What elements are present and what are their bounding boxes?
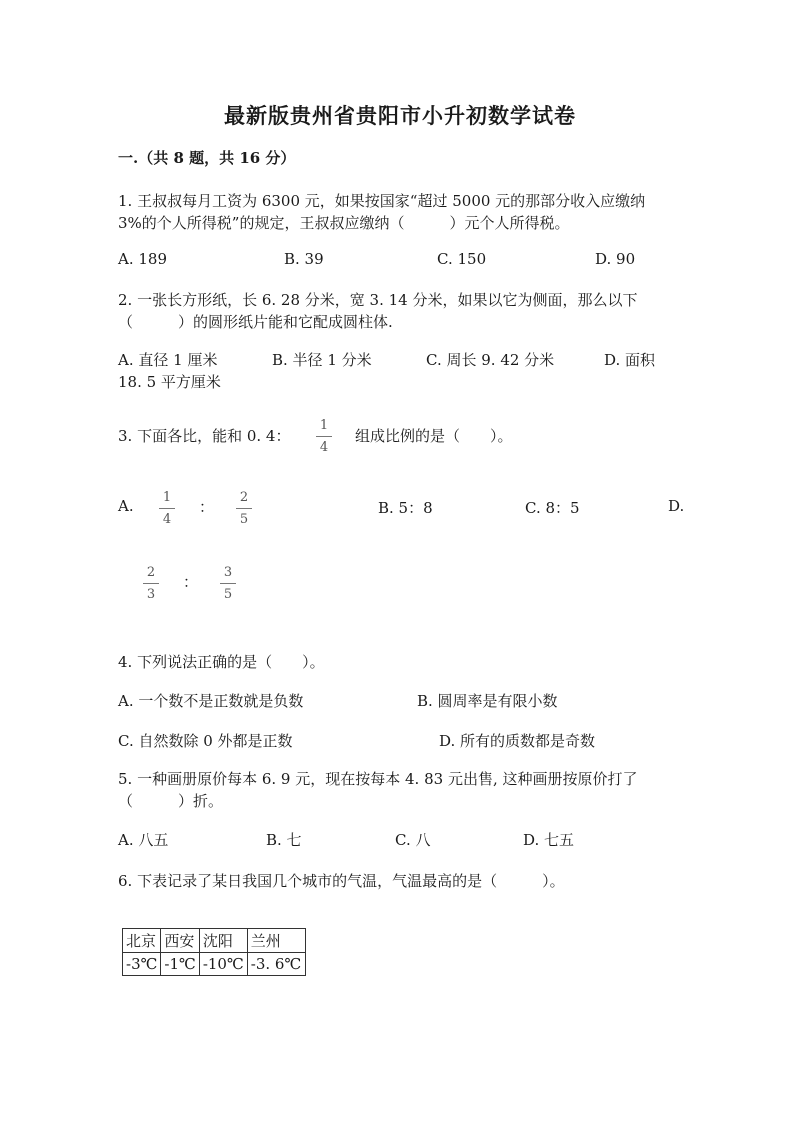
q3-option-a-fraction-2 [235,491,253,526]
fraction-bar [236,508,252,509]
q3-option-a-colon: ： [199,498,215,516]
q3-option-c: C. 8：5 [525,499,580,517]
table-cell-temperature: -1℃ [161,953,199,976]
fraction-denominator: 5 [223,587,233,602]
q3-option-a-label: A. [118,497,134,515]
table-row-cities [123,929,306,953]
fraction-denominator: 5 [239,512,249,527]
fraction-numerator: 3 [223,565,233,580]
q4-option-d: D. 所有的质数都是奇数 [439,732,596,750]
table-cell-city: 西安 [161,929,199,953]
fraction-numerator: 1 [162,490,172,505]
q3-stem-fraction [315,419,333,454]
q3-stem-end: 组成比例的是（ ）。 [355,427,513,445]
fraction-denominator: 4 [162,512,172,527]
fraction-bar [316,436,332,437]
q4-option-b: B. 圆周率是有限小数 [417,692,558,710]
fraction-denominator: 4 [319,440,329,455]
fraction-denominator: 3 [146,587,156,602]
q4-option-a: A. 一个数不是正数就是负数 [118,692,304,710]
q1-option-d: D. 90 [595,250,636,268]
fraction-bar [143,583,159,584]
q2-option-c: C. 周长 9. 42 分米 [426,351,555,369]
q5-option-c: C. 八 [395,831,431,849]
q2-option-a: A. 直径 1 厘米 [118,351,218,369]
table-cell-temperature: -3℃ [123,953,161,976]
q4-option-c: C. 自然数除 0 外都是正数 [118,732,293,750]
fraction-bar [159,508,175,509]
q3-option-d-fraction-1 [142,566,160,601]
q2-line1: 2. 一张长方形纸，长 6. 28 分米，宽 3. 14 分米，如果以它为侧面，那么以下 [118,291,638,309]
table-row-temperatures [123,953,306,976]
temperature-table [122,928,306,976]
q5-line2: （ ）折。 [118,792,224,810]
q3-option-d-colon: ： [183,573,199,591]
table-cell-temperature: -10℃ [199,953,247,976]
q3-option-b: B. 5：8 [378,499,433,517]
q2-option-d-continued: 18. 5 平方厘米 [118,373,221,391]
q1-line1: 1. 王叔叔每月工资为 6300 元，如果按国家“超过 5000 元的那部分收入应缴纳 [118,192,646,210]
fraction-numerator: 2 [239,490,249,505]
q1-option-b: B. 39 [284,250,324,268]
fraction-bar [220,583,236,584]
table-cell-temperature: -3. 6℃ [247,953,305,976]
table-cell-city: 兰州 [247,929,305,953]
q2-option-d: D. 面积 [604,351,656,369]
q1-line2: 3%的个人所得税”的规定，王叔叔应缴纳（ ）元个人所得税。 [118,214,570,232]
q2-option-b: B. 半径 1 分米 [272,351,372,369]
q3-option-a-fraction-1 [158,491,176,526]
q5-option-d: D. 七五 [523,831,575,849]
q5-line1: 5. 一种画册原价每本 6. 9 元，现在按每本 4. 83 元出售, 这种画册按原价打了 [118,770,638,788]
q1-option-a: A. 189 [118,250,167,268]
q6-stem: 6. 下表记录了某日我国几个城市的气温，气温最高的是（ ）。 [118,872,565,890]
q3-stem-start: 3. 下面各比，能和 0. 4： [118,427,291,445]
q3-option-d-label: D. [668,497,685,515]
q5-option-a: A. 八五 [118,831,169,849]
section-heading: 一.（共 8 题，共 16 分） [118,149,296,167]
q3-option-d-fraction-2 [219,566,237,601]
q2-line2: （ ）的圆形纸片能和它配成圆柱体. [118,313,393,331]
q4-stem: 4. 下列说法正确的是（ ）。 [118,653,325,671]
fraction-numerator: 2 [146,565,156,580]
table-cell-city: 北京 [123,929,161,953]
table-cell-city: 沈阳 [199,929,247,953]
fraction-numerator: 1 [319,418,329,433]
q1-option-c: C. 150 [437,250,487,268]
page-title: 最新版贵州省贵阳市小升初数学试卷 [224,103,576,128]
q5-option-b: B. 七 [266,831,302,849]
